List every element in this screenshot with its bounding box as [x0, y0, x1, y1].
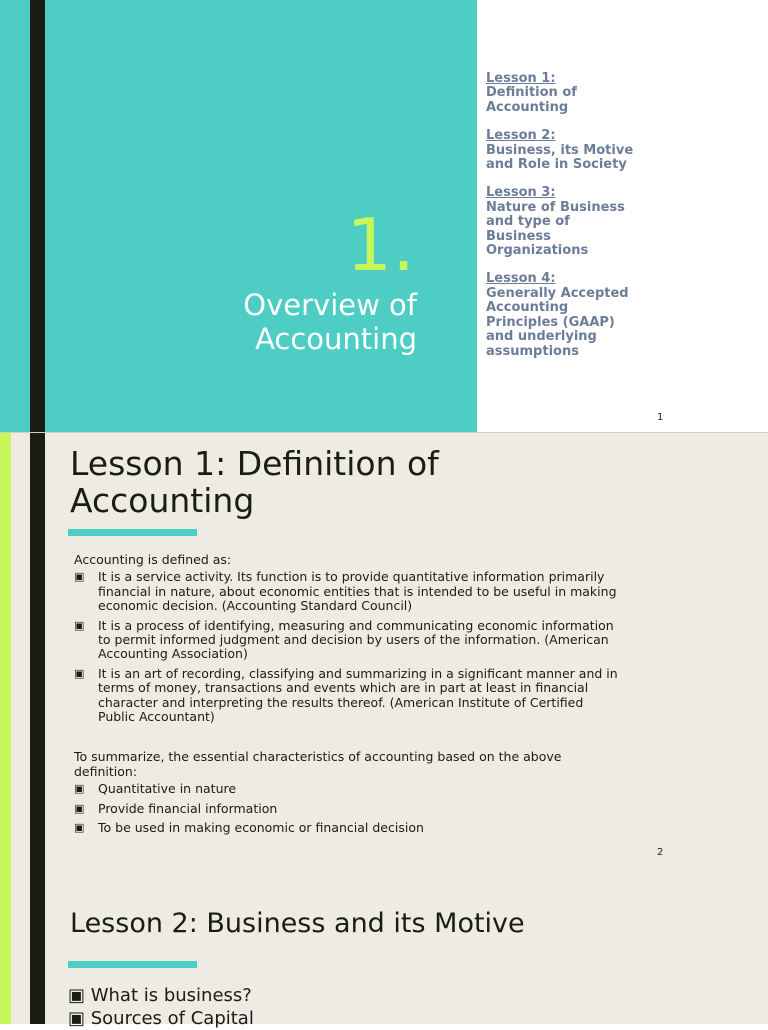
toc-heading: Lesson 3: — [486, 185, 556, 201]
section-title — [160, 288, 417, 356]
accent-stripe — [0, 433, 11, 866]
bullet-icon: ▣ — [74, 570, 85, 584]
list-item: ▣ What is business? — [68, 985, 252, 1006]
toc-text: Nature of Business and type of Business Organizations — [486, 199, 625, 259]
slide-1 — [0, 0, 768, 432]
table-of-contents — [486, 72, 636, 373]
list-item — [74, 619, 622, 662]
list-item — [74, 667, 622, 725]
page-number: 1 — [657, 412, 664, 423]
toc-text: Generally Accepted Accounting Principles (GAAP) and underlying assumptions — [486, 285, 629, 359]
accent-bar — [30, 433, 45, 866]
bullet-icon: ▣ — [74, 782, 85, 796]
title-underline — [68, 961, 197, 968]
section-number: 1. — [346, 203, 415, 287]
toc-text: Definition of Accounting — [486, 85, 577, 115]
bullet-icon: ▣ — [74, 666, 85, 680]
characteristic-text: To be used in making economic or financial decision — [98, 820, 424, 836]
toc-heading: Lesson 1: — [486, 71, 556, 86]
toc-heading: Lesson 4: — [486, 271, 556, 287]
title-underline — [68, 529, 197, 536]
section-title-line-1: Overview of — [243, 288, 417, 322]
topic-list — [68, 984, 668, 1030]
accent-stripe — [0, 866, 11, 1024]
slide-3 — [0, 866, 768, 1029]
toc-heading: Lesson 2: — [486, 128, 556, 144]
section-title-line-2: Accounting — [255, 322, 417, 356]
definition-text: It is a service activity. Its function is to provide quantitative information primarily financial in nature, about economic entities that is intended to be useful in making economic decision. (Accounting Standard Council) — [98, 569, 617, 614]
bullet-icon: ▣ — [74, 801, 85, 815]
toc-text: Business, its Motive and Role in Society — [486, 142, 634, 173]
summary-intro: To summarize, the essential characteristics of accounting based on the above definition: — [74, 749, 562, 779]
slide-title: Lesson 2: Business and its Motive — [70, 908, 525, 939]
definition-list — [74, 570, 622, 724]
slide-body — [74, 553, 622, 842]
toc-item[interactable] — [486, 129, 636, 172]
intro-text: Accounting is defined as: — [74, 552, 232, 567]
bullet-icon: ▣ — [74, 821, 85, 835]
slide-title: Lesson 1: Definition of Accounting — [70, 444, 439, 520]
toc-item[interactable] — [486, 186, 636, 258]
toc-item[interactable] — [486, 72, 636, 115]
characteristic-text: Provide financial information — [98, 800, 278, 816]
characteristic-text: Quantitative in nature — [98, 781, 237, 797]
bullet-icon: ▣ — [74, 618, 85, 632]
list-item — [74, 782, 622, 796]
slide-2 — [0, 432, 768, 866]
accent-bar — [30, 866, 45, 1024]
list-item — [74, 570, 622, 613]
definition-text: It is a process of identifying, measuring and communicating economic information to permit informed judgment and decision by users of the information. (American Accounting Association) — [98, 617, 614, 662]
list-item: ▣ Sources of Capital — [68, 1008, 254, 1029]
accent-bar — [30, 0, 45, 432]
page-number: 2 — [657, 847, 664, 858]
list-item — [74, 821, 622, 835]
toc-item[interactable] — [486, 272, 636, 358]
characteristics-list — [74, 782, 622, 835]
list-item — [74, 802, 622, 816]
definition-text: It is an art of recording, classifying and summarizing in a significant manner and in terms of money, transactions and events which are in part at least in financial character and interpreting the results thereof. (American Institute of Certified Public Accountant) — [98, 665, 618, 725]
